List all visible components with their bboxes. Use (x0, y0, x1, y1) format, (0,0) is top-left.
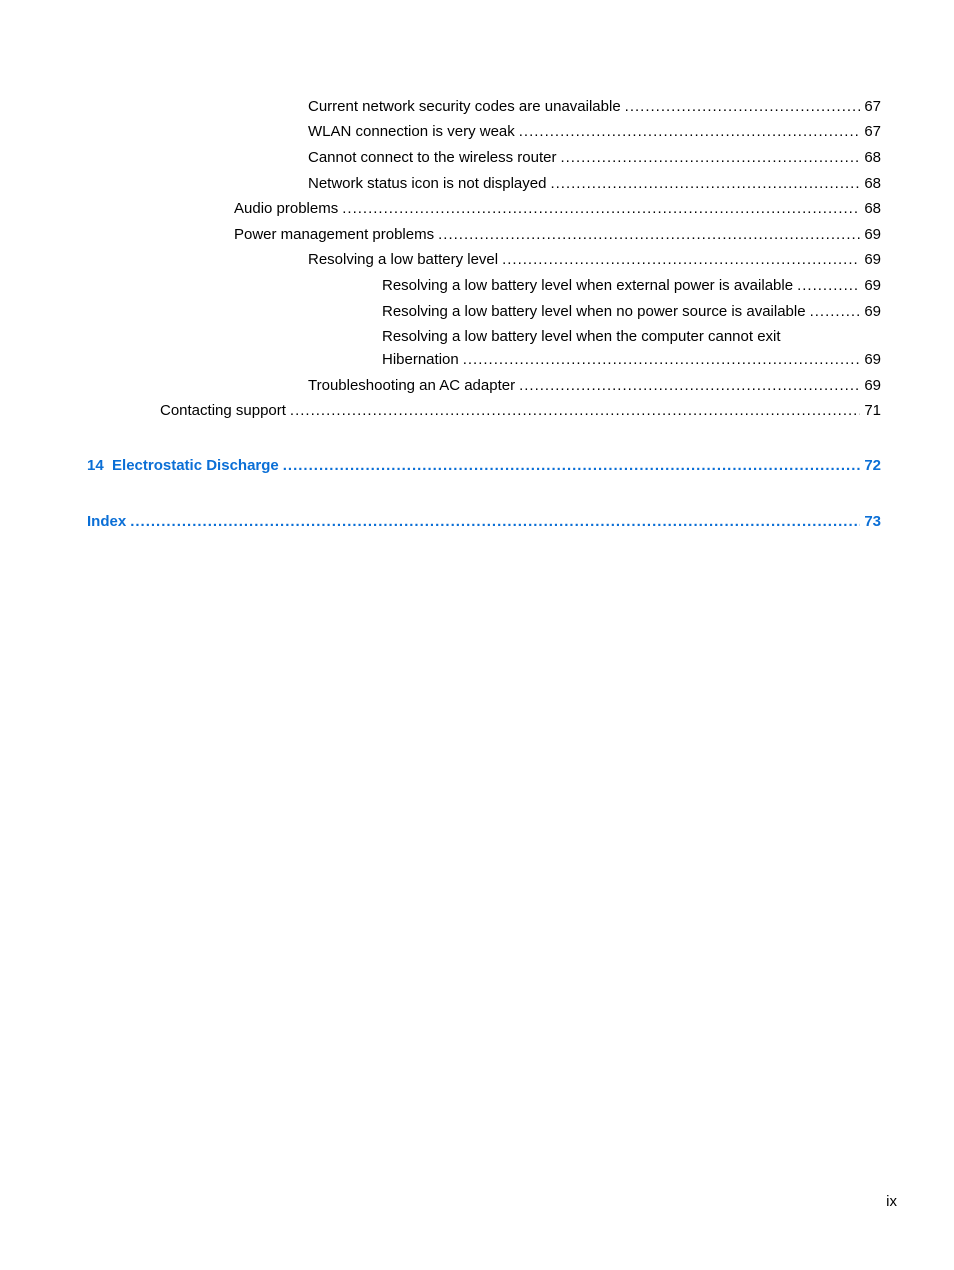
toc-entry-page: 69 (864, 226, 881, 243)
toc-entry[interactable] (234, 225, 881, 244)
toc-entry[interactable] (382, 327, 881, 369)
toc-entry-title: Cannot connect to the wireless router (308, 149, 557, 166)
toc-entry-page: 67 (864, 123, 881, 140)
toc-entry[interactable] (382, 276, 881, 295)
toc-entry-title-continued: Hibernation (382, 351, 459, 368)
dot-leader (502, 250, 860, 269)
toc-chapter-title: 14 Electrostatic Discharge (87, 457, 279, 474)
dot-leader (625, 97, 861, 116)
toc-entry-title: Audio problems (234, 200, 339, 217)
toc-entry[interactable] (308, 174, 881, 193)
toc-entry-title: Resolving a low battery level when external power is available (382, 277, 794, 294)
toc-entry[interactable] (308, 148, 881, 167)
toc-entry-page: 67 (864, 98, 881, 115)
toc-entry-page: 71 (864, 402, 881, 419)
toc-entry-title: Contacting support (160, 402, 286, 419)
toc-entry-page: 69 (864, 303, 881, 320)
toc-entry-title: Resolving a low battery level when the computer cannot exit (382, 328, 781, 345)
toc-chapter-page: 72 (864, 457, 881, 474)
toc-entry-continuation (382, 350, 881, 369)
toc-entry[interactable] (308, 250, 881, 269)
dot-leader (519, 122, 861, 141)
toc-entry-page: 69 (864, 277, 881, 294)
toc-entry[interactable] (308, 376, 881, 395)
dot-leader (130, 512, 860, 531)
toc-entry[interactable] (382, 302, 881, 321)
toc-entry[interactable] (308, 97, 881, 116)
toc-entry-title: Power management problems (234, 226, 435, 243)
toc-chapter-page: 73 (864, 513, 881, 530)
toc-entry-title: Troubleshooting an AC adapter (308, 377, 516, 394)
toc-entry[interactable] (234, 199, 881, 218)
dot-leader (463, 350, 861, 369)
dot-leader (438, 225, 860, 244)
toc-entry-title: Network status icon is not displayed (308, 175, 547, 192)
toc-entry-page: 68 (864, 175, 881, 192)
dot-leader (342, 199, 860, 218)
toc-entry[interactable] (160, 401, 881, 420)
toc-entry-title: Resolving a low battery level (308, 251, 499, 268)
dot-leader (560, 148, 860, 167)
dot-leader (797, 276, 860, 295)
toc-entry-title: Resolving a low battery level when no power source is available (382, 303, 806, 320)
toc-entry-page: 68 (864, 149, 881, 166)
page-number: ix (886, 1193, 897, 1210)
toc-entry-title: Current network security codes are unavailable (308, 98, 621, 115)
toc-entry-page: 69 (864, 251, 881, 268)
toc-entry-title: WLAN connection is very weak (308, 123, 515, 140)
dot-leader (283, 456, 861, 475)
toc-chapter-title: Index (87, 513, 127, 530)
dot-leader (290, 401, 860, 420)
toc-chapter-link[interactable] (87, 456, 881, 475)
toc-entry-page: 68 (864, 200, 881, 217)
toc-entry[interactable] (308, 122, 881, 141)
toc-entry-page: 69 (864, 351, 881, 368)
dot-leader (519, 376, 860, 395)
toc-index-link[interactable] (87, 512, 881, 531)
dot-leader (810, 302, 861, 321)
dot-leader (550, 174, 860, 193)
toc-entry-page: 69 (864, 377, 881, 394)
